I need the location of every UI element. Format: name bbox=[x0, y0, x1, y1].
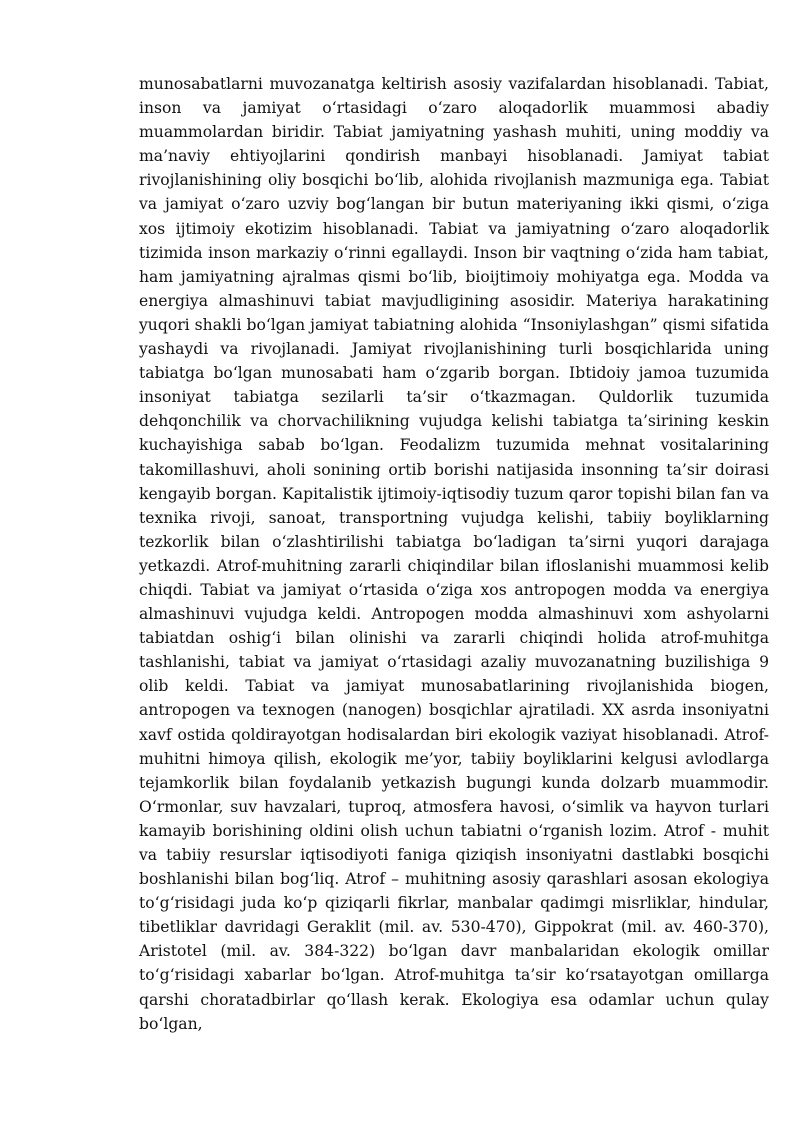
body-paragraph: munosabatlarni muvozanatga keltirish asosiy vazifalardan hisoblanadi. Tabiat, inson va jamiyat o‘rtasidagi o‘zaro aloqadorlik muammosi abadiy muammolardan biridir. Tabiat jamiyatning yashash muhiti, uning moddiy va ma’naviy ehtiyojlarini qondirish manbayi hisoblanadi. Jamiyat tabiat rivojlanishining oliy bosqichi bo‘lib, alohida rivojlanish mazmuniga ega. Tabiat va jamiyat o‘zaro uzviy bog‘langan bir butun materiyaning ikki qismi, o‘ziga xos ijtimoiy ekotizim hisoblanadi. Tabiat va jamiyatning o‘zaro aloqadorlik tizimida inson markaziy o‘rinni egallaydi. Inson bir vaqtning o‘zida ham tabiat, ham jamiyatning ajralmas qismi bo‘lib, bioijtimoiy mohiyatga ega. Modda va energiya almashinuvi tabiat mavjudligining asosidir. Materiya harakatining yuqori shakli bo‘lgan jamiyat tabiatning alohida “Insoniylashgan” qismi sifatida yashaydi va rivojlanadi. Jamiyat rivojlanishining turli bosqichlarida uning tabiatga bo‘lgan munosabati ham o‘zgarib borgan. Ibtidoiy jamoa tuzumida insoniyat tabiatga sezilarli ta’sir o‘tkazmagan. Quldorlik tuzumida dehqonchilik va chorvachilikning vujudga kelishi tabiatga ta’sirining keskin kuchayishiga sabab bo‘lgan. Feodalizm tuzumida mehnat vositalarining takomillashuvi, aholi sonining ortib borishi natijasida insonning ta’sir doirasi kengayib borgan. Kapitalistik ijtimoiy-iqtisodiy tuzum qaror topishi bilan fan va texnika rivoji, sanoat, transportning vujudga kelishi, tabiiy boyliklarning tezkorlik bilan o‘zlashtirilishi tabiatga bo‘ladigan ta’sirni yuqori darajaga yetkazdi. Atrof-muhitning zararli chiqindilar bilan ifloslanishi muammosi kelib chiqdi. Tabiat va jamiyat o‘rtasida o‘ziga xos antropogen modda va energiya almashinuvi vujudga keldi. Antropogen modda almashinuvi xom ashyolarni tabiatdan oshig‘i bilan olinishi va zararli chiqindi holida atrof-muhitga tashlanishi, tabiat va jamiyat o‘rtasidagi azaliy muvozanatning buzilishiga 9 olib keldi. Tabiat va jamiyat munosabatlarining rivojlanishida biogen, antropogen va texnogen (nanogen) bosqichlar ajratiladi. XX asrda insoniyatni xavf ostida qoldirayotgan hodisalardan biri ekologik vaziyat hisoblanadi. Atrof-muhitni himoya qilish, ekologik me’yor, tabiiy boyliklarini kelgusi avlodlarga tejamkorlik bilan foydalanib yetkazish bugungi kunda dolzarb muammodir. O‘rmonlar, suv havzalari, tuproq, atmosfera havosi, o‘simlik va hayvon turlari kamayib borishining oldini olish uchun tabiatni o‘rganish lozim. Atrof - muhit va tabiiy resurslar iqtisodiyoti faniga qiziqish insoniyatni dastlabki bosqichi boshlanishi bilan bog‘liq. Atrof – muhitning asosiy qarashlari asosan ekologiya to‘g‘risidagi juda ko‘p qiziqarli fikrlar, manbalar qadimgi misrliklar, hindular, tibetliklar davridagi Geraklit (mil. av. 530-470), Gippokrat (mil. av. 460-370), Aristotel (mil. av. 384-322) bo‘lgan davr manbalaridan ekologik omillar to‘g‘risidagi xabarlar bo‘lgan. Atrof-muhitga ta’sir ko‘rsatayotgan omillarga qarshi choratadbirlar qo‘llash kerak. Ekologiya esa odamlar uchun qulay bo‘lgan, bbox=[139, 75, 769, 1033]
document-page bbox=[139, 72, 769, 1036]
